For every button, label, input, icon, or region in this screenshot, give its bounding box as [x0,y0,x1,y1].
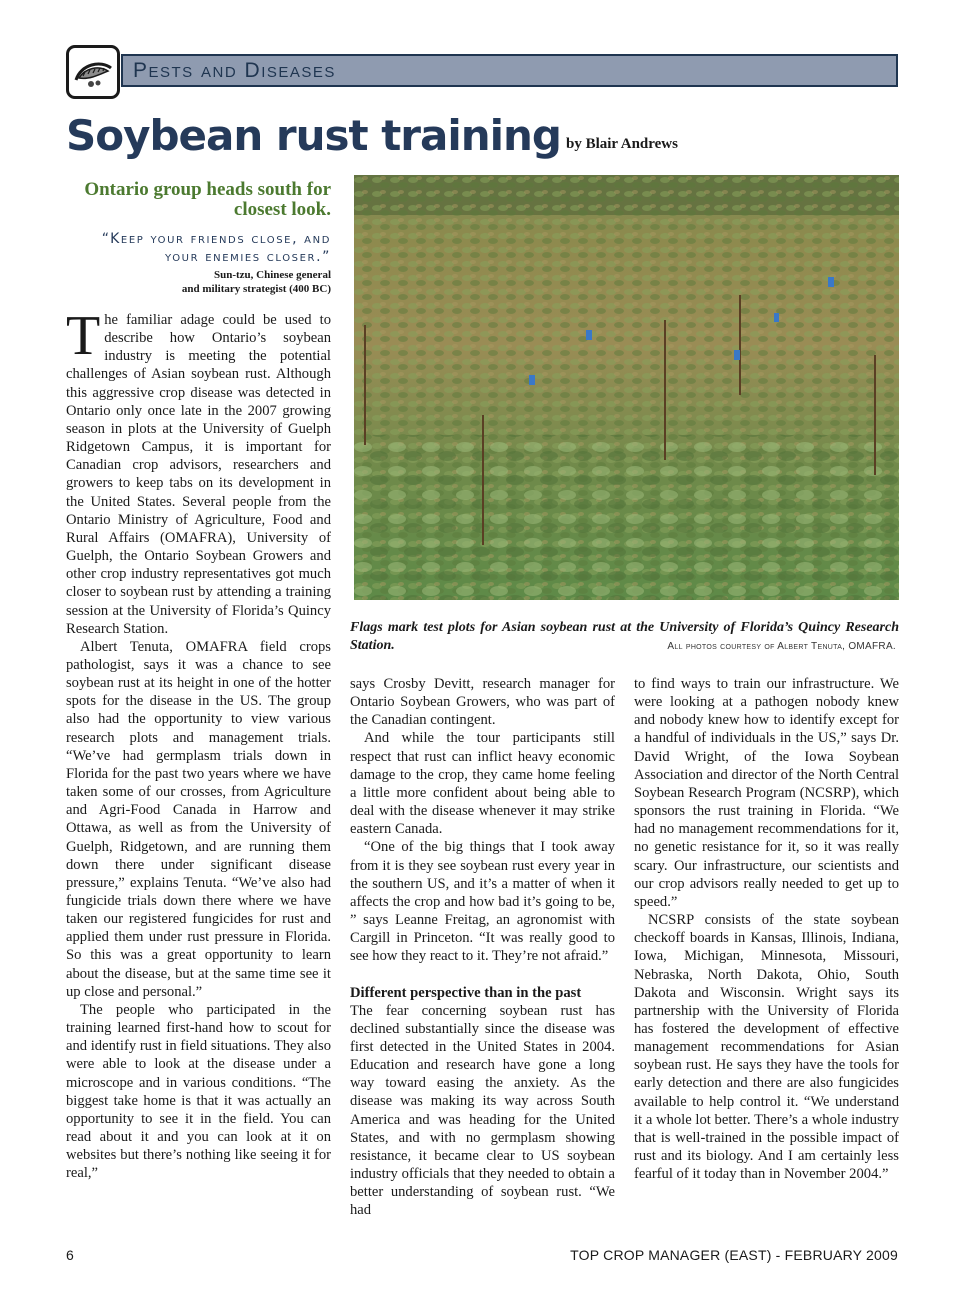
article-column-1 [66,305,331,1183]
page-number: 6 [66,1247,74,1263]
drop-cap: T [66,305,101,367]
paragraph: And while the tour participants still respect that rust can inflict heavy economic damage to the crop, they came home feeling a little more confident about being able to deal with the disease whenever it may strike eastern Canada. [350,730,615,838]
paragraph: to find ways to train our infrastructure. We were looking at a pathogen nobody knew and nobody knew how to identify except for a handful of individuals in the US,” says Dr. David Wright, of the Iowa Soybean Association and director of the North Central Soybean Research Program (NCSRP), which sponsors the rust training in Florida. “We had no management recommendations for it, no genetic resistance for it, so it was really scary. Our infrastructure, our scientists and our crop advisors really needed to get up to speed.” [634,676,899,910]
paragraph: The people who participated in the training learned first-hand how to scout for and identify rust in field situations. They also were able to look at the disease under a microscope and in various conditions. “The biggest take home is that it was actually an opportunity to see it in the field. You can read about it and you can look at it on websites but there’s nothing like seeing it for real,” [66,1001,331,1182]
paragraph-text: he familiar adage could be used to describe how Ontario’s soybean industry is meeting the potential challenges of Asian soybean rust. Although this aggressive crop disease was detected in Ontario only once late in the 2007 growing season in plots at the University of Guelph Ridgetown Campus, it is important for Canadian crop advisors, researchers and growers to keep tabs on its development in the United States. Several people from the Ontario Ministry of Agriculture, Food and Rural Affairs (OMAFRA), University of Guelph, the Ontario Soybean Growers and other crop industry representatives got much closer to soybean rust by attending a training session at the University of Florida’s Quincy Research Station. [66,312,331,637]
paragraph: Albert Tenuta, OMAFRA field crops pathologist, says it was a chance to see soybean rust at its height in one of the hotter spots for the disease in the US. The group also had the opportunity to view various research plots and management trials. “We’ve had germplasm trials down in Florida for the past two years where we have taken some of our crosses, from Agriculture and Agri-Food Canada in Harrow and Ottawa, as well as from the University of Guelph, Ridgetown, and are running them down there under significant disease pressure,” explains Tenuta. “We’ve also had fungicide trials down there where we have taken our registered fungicides for rust and applied them under rust pressure in Florida. So this was a great opportunity to learn about the disease, but at the same time see it up close and personal.” [66,638,331,1000]
paragraph: “One of the big things that I took away from it is they see soybean rust every year in the southern US, and it’s a matter of when it affects the crop and how bad it’s going to be, ” says Leanne Freitag, an agronomist with Cargill in Princeton. “It was really good to see how they react to it. They’re not afraid.” [350,839,615,965]
section-title: Pests and Diseases [133,59,336,82]
article-subhead: Ontario group heads south for closest look. [84,179,331,220]
pull-quote: “Keep your friends close, and your enemies closer.” [101,231,331,265]
paragraph: The fear concerning soybean rust has declined substantially since the disease was first detected in the United States in 2004. Education and research have gone a long way toward easing the anxiety. As the disease was making its way across South America and was heading for the United States, and with no germplasm showing resistance, it became clear to US soybean industry officials that they needed to obtain a better understanding of soybean rust. “We had [350,1002,615,1219]
soybean-leaf-icon [66,45,120,99]
section-header [66,45,900,101]
publication-footer: TOP CROP MANAGER (EAST) - FEBRUARY 2009 [570,1247,898,1263]
article-column-2 [350,675,615,1220]
paragraph [66,305,331,638]
attribution-line: and military strategist (400 BC) [181,283,331,295]
paragraph: says Crosby Devitt, research manager for Ontario Soybean Growers, who was part of the Canadian contingent. [350,676,615,729]
soybean-field-photo [354,175,899,600]
quote-attribution [66,268,331,296]
section-bar [121,54,898,87]
byline: by Blair Andrews [566,136,678,152]
paragraph: NCSRP consists of the state soybean checkoff boards in Kansas, Illinois, Indiana, Iowa, Michigan, Minnesota, Missouri, Nebraska, North Dakota, Ohio, South Dakota and Wisconsin. Wright says its partnership with the University of Florida has fostered the development of effective management recommendations for Asian soybean rust. He says they have the tools for early detection and there are also fungicides available to help control it. “We understand it a whole lot better. There’s a whole industry that is well-trained in the possible impact of rust and its biology. And I am certainly less fearful of it today than in November 2004.” [634,912,899,1183]
section-subheading: Different perspective than in the past [350,984,582,1001]
attribution-line: Sun-tzu, Chinese general [213,269,331,281]
photo-caption: Flags mark test plots for Asian soybean rust at the University of Florida’s Quincy Research Station. [350,620,899,653]
article-column-3 [634,675,899,1183]
article-title: Soybean rust training [66,111,561,160]
photo-credit: All photos courtesy of Albert Tenuta, OMAFRA. [667,641,896,652]
